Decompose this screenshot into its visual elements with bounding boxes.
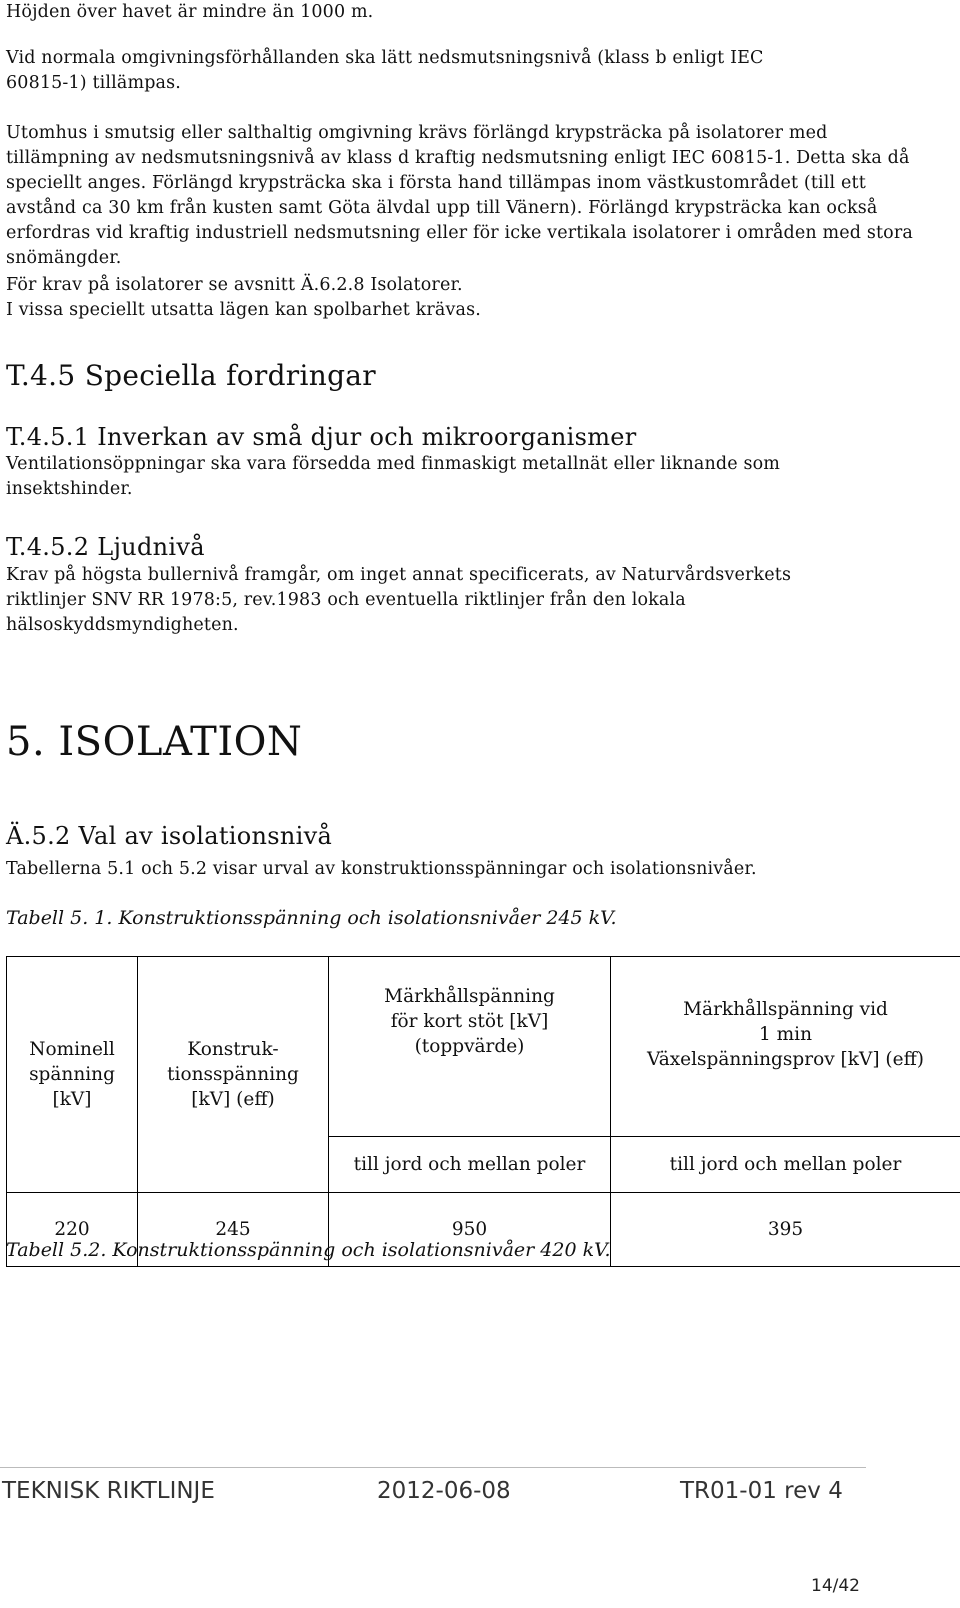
- paragraph-insulator-ref: För krav på isolatorer se avsnitt Ä.6.2.8 Isolatorer.: [6, 275, 463, 295]
- header-impulse-line1: Märkhållspänning: [384, 986, 555, 1007]
- header-design-line1: Konstruk-: [187, 1039, 279, 1060]
- cell-impulse: 950: [329, 1193, 611, 1267]
- heading-t452: T.4.5.2 Ljudnivå: [6, 533, 205, 561]
- header-impulse-withstand: [329, 957, 611, 1137]
- paragraph-ventilation: Ventilationsöppningar ska vara försedda med finmaskigt metallnät eller liknande som insektshinder.: [6, 454, 781, 499]
- paragraph-altitude: Höjden över havet är mindre än 1000 m.: [6, 2, 374, 22]
- header-impulse-line2: för kort stöt [kV] (toppvärde): [390, 1011, 549, 1057]
- cell-design: 245: [138, 1193, 329, 1267]
- header-design-line3: [kV] (eff): [191, 1089, 275, 1110]
- table1-caption: Tabell 5. 1. Konstruktionsspänning och isolationsnivåer 245 kV.: [6, 907, 617, 929]
- footer-doc-id: TR01-01 rev 4: [680, 1478, 843, 1504]
- paragraph-washability: I vissa speciellt utsatta lägen kan spolbarhet krävas.: [6, 300, 481, 320]
- header-nominal-line2: spänning: [29, 1064, 115, 1085]
- header-ac-line1: Märkhållspänning vid: [683, 998, 888, 1020]
- paragraph-outdoor-pollution: Utomhus i smutsig eller salthaltig omgivning krävs förlängd krypsträcka på isolatorer med tillämpning av nedsmutsningsnivå av klass d kraftig nedsmutsning enligt IEC 60815-1. Detta ska då speciellt anges. Förlängd krypsträcka ska i första hand tillämpas inom västkustområdet (till ett avstånd ca 30 km från kusten samt Göta älvdal upp till Vänern). Förlängd krypsträcka kan också erfordras vid kraftig industriell nedsmutsning eller för icke vertikala isolatorer i områden med stora snömängder.: [6, 123, 913, 268]
- header-ac-line2: 1 min: [758, 1023, 813, 1045]
- header-ac-withstand: [611, 957, 960, 1137]
- subheader-ac: till jord och mellan poler: [611, 1137, 960, 1193]
- header-nominal-line1: Nominell: [29, 1039, 115, 1060]
- header-ac-line3: Växelspänningsprov [kV] (eff): [647, 1048, 924, 1070]
- table2-caption: Tabell 5.2. Konstruktionsspänning och isolationsnivåer 420 kV.: [6, 1239, 611, 1261]
- footer-divider: [0, 1467, 866, 1468]
- paragraph-noise: Krav på högsta bullernivå framgår, om inget annat specificerats, av Naturvårdsverkets riktlinjer SNV RR 1978:5, rev.1983 och eventuella riktlinjer från den lokala hälsoskyddsmyndigheten.: [6, 565, 792, 635]
- header-nominal-line3: [kV]: [52, 1089, 92, 1110]
- paragraph-normal-pollution: Vid normala omgivningsförhållanden ska lätt nedsmutsningsnivå (klass b enligt IEC 60815-1) tillämpas.: [6, 48, 764, 93]
- heading-t451: T.4.5.1 Inverkan av små djur och mikroorganismer: [6, 423, 637, 451]
- footer-title: TEKNISK RIKTLINJE: [2, 1478, 215, 1504]
- header-design-voltage: [138, 957, 329, 1193]
- heading-isolation: 5. ISOLATION: [6, 719, 303, 765]
- footer-date: 2012-06-08: [377, 1478, 511, 1504]
- cell-nominal: 220: [7, 1193, 138, 1267]
- subheader-impulse: till jord och mellan poler: [329, 1137, 611, 1193]
- header-nominal-voltage: [7, 957, 138, 1193]
- heading-t45: T.4.5 Speciella fordringar: [6, 359, 376, 392]
- heading-a52: Ä.5.2 Val av isolationsnivå: [6, 822, 333, 850]
- insulation-table-245kv: [6, 956, 960, 1267]
- paragraph-tables-intro: Tabellerna 5.1 och 5.2 visar urval av konstruktionsspänningar och isolationsnivåer.: [6, 859, 757, 879]
- header-design-line2: tionsspänning: [167, 1064, 299, 1085]
- page-number: 14/42: [811, 1576, 860, 1596]
- cell-ac: 395: [611, 1193, 960, 1267]
